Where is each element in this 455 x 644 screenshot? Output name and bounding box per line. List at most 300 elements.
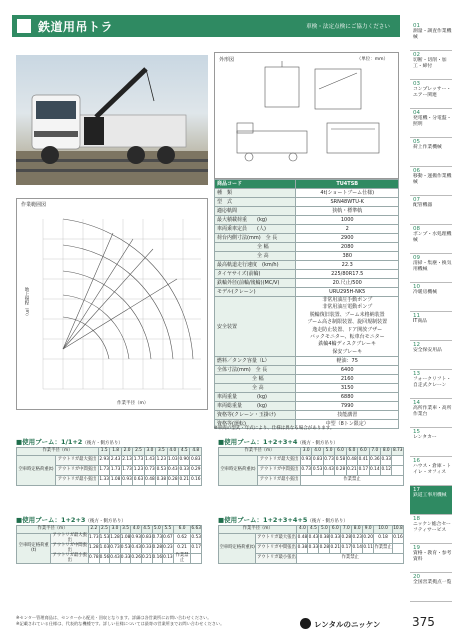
load-value: 1.73 [89,534,100,544]
load-value: 0.43 [308,534,319,544]
load-value: 0.62 [173,534,191,544]
outrigger-label: アウトリガ最小張出 [56,476,99,486]
load-value: 0.93 [121,476,132,486]
boom-note: （後方・側方吊り） [307,519,348,524]
load-value: 0.16 [152,554,163,564]
load-value: 0.18 [374,534,393,544]
load-value: 1.73 [121,466,132,476]
outrigger-label: アウトリガ最大張出 [52,533,87,543]
radius-value: 7.0 [369,448,380,456]
rows2-key: 資格等(運転) [215,420,296,429]
outrigger-label: アウトリガ中間張出 [56,466,99,476]
radius-value: 2.0 [121,448,132,456]
radius-value: 10.0 [374,526,393,534]
radius-value: 6.0 [358,448,369,456]
sidebar-item-number: 10 [413,284,420,290]
boom-block-2 [218,437,404,486]
sidebar-item-number: 05 [413,139,420,145]
radius-value: 3.0 [110,526,121,534]
rows-key: 荷台内側寸法(mm) 全 長 [215,234,296,243]
radius-value: 4.0 [297,526,308,534]
rows-key: 商品コード [215,180,296,189]
sidebar-item-number: 04 [413,110,420,116]
safety-line: 非常用油圧手動ポンプ [322,297,373,303]
radius-value: 6.0 [330,526,341,534]
radius-value: 2.5 [99,526,110,534]
load-value: 作業禁止 [173,554,191,564]
rows-value: URU295H-NK5 [296,288,399,297]
radius-value: 8.73 [392,448,404,456]
rows2-value: 6880 [296,393,399,402]
radius-value: 10.8 [392,526,403,534]
rows-value: TU4TSB [296,180,399,189]
rows2-key: 車両総重量 (kg) [215,402,296,411]
load-value: 0.73 [144,466,155,476]
radius-value: 3.5 [156,448,167,456]
load-value [392,466,404,476]
load-value: 0.21 [173,544,191,554]
page-number: 375 [412,615,435,629]
rows2-value: 2160 [296,375,399,384]
load-value: 0.48 [144,476,155,486]
radius-label: 作業半径（m） [219,448,301,456]
sidebar-item-label: 鉄道工事用機械 [413,493,447,498]
load-value [191,554,202,564]
sidebar-item-number: 17 [413,487,420,493]
radius-value: 3.5 [120,526,131,534]
load-value: 0.43 [110,554,121,564]
load-value: 1.08 [110,476,121,486]
load-value: 0.43 [323,466,334,476]
sidebar-item-label: 高所作業車・高所作業台 [413,406,452,417]
load-value [392,544,403,554]
load-value: 作業禁止 [374,544,393,554]
rows-value: 2900 [296,234,399,243]
boom-title: ■使用ブーム：1+2+3（後方・側方吊り） [16,516,126,524]
sidebar-item-label: 移動・運搬作業機械 [413,174,452,185]
sidebar-item-number: 07 [413,197,420,203]
load-value: 0.48 [297,534,308,544]
rated-load-label: 空車時定格荷重(t) [17,534,51,564]
rows-value: 2080 [296,243,399,252]
rows2-key: 全 高 [215,384,296,393]
outrigger-label: アウトリガ中間張出 [256,544,297,554]
boom-block-3 [16,515,202,564]
radius-value: 1.5 [98,448,109,456]
sidebar-item[interactable] [410,457,452,486]
radius-value: 2.5 [133,448,144,456]
range-label: 作業範囲図 [21,202,47,208]
load-value: 0.67 [163,534,174,544]
sidebar-item[interactable] [410,254,452,283]
rated-load-label: 空車時定格荷重(t) [219,456,258,486]
outrigger-label: アウトリガ中間張出 [52,543,87,553]
load-value: 0.53 [191,534,202,544]
sidebar-item-number: 11 [413,313,420,319]
rows-value: 狭軌・標準軌 [296,207,399,216]
outline-drawing [214,52,399,179]
load-value: 1.08 [120,534,131,544]
load-value: 0.78 [89,554,100,564]
radius-value: 5.0 [319,526,330,534]
radius-value: 4.0 [312,448,323,456]
sidebar-item-number: 14 [413,400,420,406]
sidebar-item[interactable] [410,196,452,225]
load-value: 0.53 [156,466,167,476]
load-value: 0.48 [346,456,357,466]
load-value: 0.28 [319,544,330,554]
sidebar-item-label: フォークリフト・自走式クレーン [413,377,452,388]
load-value: 0.16 [190,476,202,486]
radius-value: 5.0 [152,526,163,534]
sidebar-item[interactable] [410,22,452,51]
rows-key: 最高軌道走行速度 (km/h) [215,261,296,270]
load-value: 0.33 [120,554,131,564]
sidebar-item-number: 09 [413,255,420,261]
rated-load-label: 空車時定格荷重(t) [17,456,56,486]
load-value: 0.17 [341,544,352,554]
load-value: 0.38 [319,534,330,544]
load-value: 0.21 [179,476,190,486]
page-title: 鉄道用吊トラ [38,20,114,34]
sidebar-item[interactable] [410,51,452,80]
radius-value: 4.5 [179,448,190,456]
rated-load-label: 空車時定格荷重(t) [219,534,256,564]
spec-table [214,179,399,429]
radius-value: 5.0 [323,448,334,456]
safety-devices [296,297,399,357]
safety-line: 逸走防止装置、ドア開放ブザー [312,326,383,333]
radius-value: 6.0 [335,448,346,456]
sidebar-item-number: 12 [413,342,420,348]
load-value: 1.23 [156,456,167,466]
load-value: 0.29 [190,466,202,476]
rows-value: 380 [296,252,399,261]
load-value: 1.23 [133,466,144,476]
rows2-value: 技能講習 [296,411,399,420]
boom-load-table [16,525,202,564]
rows-key: 鉄輪外径(前輪/後輪)(MC/V) [215,279,296,288]
safety-line: ブーム高さ制限装置、旋回規制装置 [307,319,388,326]
load-value: 1.28 [89,544,100,554]
radius-value: 4.8 [190,448,202,456]
rows-key: モデル(クレーン) [215,288,296,297]
safety-line: バックモニター、転車台モニター [309,334,385,341]
rows-key: 全 高 [215,252,296,261]
boom-note: （後方・側方吊り） [297,441,338,446]
range-arcs-svg [17,199,209,411]
load-value: 0.90 [179,456,190,466]
safety-line: 保安ブレーキ [332,348,363,355]
spec-footnote: ※車両の型式・年式により、仕様は異なる場合があります。 [214,426,335,431]
rows-key: 全 幅 [215,243,296,252]
radius-value: 4.5 [141,526,152,534]
sidebar-item-number: 18 [413,516,420,522]
load-value [392,456,404,466]
sidebar-item[interactable] [410,312,452,341]
load-value: 0.38 [156,476,167,486]
rows-value: 2 [296,225,399,234]
radius-value: 4.0 [167,448,178,456]
load-value: 0.53 [312,466,323,476]
radius-value: 7.0 [341,526,352,534]
rail-crane-truck-image [16,55,208,185]
outrigger-label: アウトリガ最小張出 [258,476,301,486]
load-value: 0.33 [179,466,190,476]
load-value: 0.23 [352,534,363,544]
load-value: 0.28 [152,544,163,554]
header-note: 車検・法定点検にご協力ください [306,24,390,30]
load-value: 0.13 [163,554,174,564]
load-value: 0.28 [335,466,346,476]
sidebar-item-label: 安全保安用品 [413,348,442,353]
sidebar-item[interactable] [410,225,452,254]
drawing-unit: （単位：mm） [356,57,388,62]
radius-value: 4.5 [308,526,319,534]
sidebar-item-number: 06 [413,168,420,174]
boom-title: ■使用ブーム：1/1+2（後方・側方吊り） [16,438,123,446]
footer-note-1: ※センター管理商品は、センターから配送・回収となります。詳細は各営業所にお問い合わせください。 [16,615,212,620]
load-value: 0.73 [323,456,334,466]
rows2-value: 6400 [296,366,399,375]
sidebar-item-number: 08 [413,226,420,232]
sidebar-item-number: 13 [413,371,420,377]
load-value: 1.53 [99,534,110,544]
rows-key: 型 式 [215,198,296,207]
safety-line: 非常用油圧電動ポンプ [322,304,373,311]
load-value: 0.83 [190,456,202,466]
load-value: 1.33 [98,476,109,486]
load-value: 0.63 [133,476,144,486]
outrigger-label: アウトリガ最大張出 [258,456,301,466]
load-value: 0.11 [363,544,374,554]
load-value: 0.33 [141,544,152,554]
radius-value: 2.2 [89,526,100,534]
load-value: 0.43 [167,466,178,476]
load-value: 0.83 [312,456,323,466]
rows2-value: 7990 [296,402,399,411]
rows2-key: 車両重量 (kg) [215,393,296,402]
drawing-label: 外形図 [219,57,235,63]
load-value: 0.93 [131,534,142,544]
load-value: 1.73 [133,456,144,466]
sidebar-item-label: 配管機器 [413,203,433,208]
sidebar-item[interactable] [410,283,452,312]
outrigger-label: アウトリガ最大張出 [256,534,297,544]
sidebar-item-label: 切断・切削・加工・締付 [413,58,447,69]
radius-value: 6.63 [191,526,202,534]
sidebar-item[interactable] [410,138,452,167]
boom-load-table [16,447,202,486]
load-value: 0.20 [363,534,374,544]
radius-value: 3.0 [300,448,311,456]
rows2-key: 資格等(クレーン・玉掛け) [215,411,296,420]
rows2-value: 中型（8トン限定） [296,420,399,429]
rows-value: 1000 [296,216,399,225]
sidebar-item-number: 16 [413,458,420,464]
sidebar-item-label: IT商品 [413,319,427,324]
radius-label: 作業半径（m） [17,448,99,456]
outrigger-label: アウトリガ最大張出 [56,456,99,466]
rows2-key: 全 幅 [215,375,296,384]
load-value: 1.28 [110,534,121,544]
rows2-key: 燃料／タンク容量（L） [215,357,296,366]
truck-outline-svg [215,53,400,180]
safety-label: 安全装置 [215,297,296,357]
rows-value: 225/80R17.5 [296,270,399,279]
rows-key: 種 類 [215,189,296,198]
load-value: 0.33 [381,456,392,466]
range-y-label: 地上揚程（m） [24,287,29,319]
load-value: 0.28 [167,476,178,486]
load-value: 0.73 [110,544,121,554]
load-value: 0.14 [369,466,380,476]
boom-block-4 [218,515,404,564]
boom-load-table [218,447,404,486]
radius-value: 6.0 [173,526,191,534]
load-value: 0.21 [330,544,341,554]
sidebar-item-label: コンプレッサー・エアー関連 [413,87,452,98]
load-value: 0.17 [191,544,202,554]
sidebar-item-number: 02 [413,52,420,58]
sidebar-item-label: ニッケン総合セーフティサービス [413,522,451,533]
rows-key: タイヤサイズ(前輪) [215,270,296,279]
sidebar-item-label: ハウス・倉庫・トイレ・オフィス [413,464,452,475]
sidebar-item[interactable] [410,80,452,109]
load-value: 0.33 [308,544,319,554]
rows-key: 適応軌間 [215,207,296,216]
rows-key: 最大積載荷重 (kg) [215,216,296,225]
boom-note: （後方・側方吊り） [82,441,123,446]
sidebar-item-number: 15 [413,429,420,435]
radius-value: 3.0 [144,448,155,456]
boom-title: ■使用ブーム：1+2+3+4（後方・側方吊り） [218,438,338,446]
rows-value: SRN48WTU-K [296,198,399,207]
sidebar-item-label: 測量・調査作業機械 [413,29,452,40]
sidebar-item-label: 冷暖房機械 [413,290,437,295]
load-value: 0.26 [131,554,142,564]
radius-value: 6.0 [346,448,357,456]
rows2-key: 全体寸法(mm) 全 長 [215,366,296,375]
rows2-value: 3150 [296,384,399,393]
sidebar-item[interactable] [410,370,452,399]
load-value: 0.56 [99,554,110,564]
load-value: 0.14 [352,544,363,554]
load-value: 0.12 [381,466,392,476]
logo-mark-icon [300,618,311,629]
rows-value: 22.3 [296,261,399,270]
rows-value: 20.尺止/500 [296,279,399,288]
radius-value: 1.8 [110,448,121,456]
sidebar-item[interactable] [410,341,452,370]
load-value: 0.16 [392,534,403,544]
outrigger-label: アウトリガ中間張出 [258,466,301,476]
load-value: 1.03 [167,456,178,466]
sidebar-item-number: 01 [413,23,420,29]
header-square [17,19,31,33]
safety-line: 鉄輪4輪ディスクブレーキ [318,341,377,348]
sidebar-item-label: 全国営業拠点一覧 [413,580,452,585]
load-value: 0.73 [300,466,311,476]
load-value: 0.23 [163,544,174,554]
sidebar-item-label: 資格・教育・参考資料 [413,551,452,562]
load-value: 0.93 [300,456,311,466]
product-photo [16,55,208,185]
sidebar-item-label: 清掃・集塵・換気用機械 [413,261,452,272]
sidebar-item[interactable] [410,428,452,457]
sidebar-item-number: 03 [413,81,420,87]
sidebar-item-label: ポンプ・水処理機械 [413,232,452,243]
safety-line: 脱輪復旧装置、ブーム未格納装置 [309,311,385,318]
load-value: 作業禁止 [297,554,404,564]
sidebar-item[interactable] [410,573,452,602]
sidebar-item[interactable] [410,399,452,428]
sidebar-item-label: レンタカー [413,435,437,440]
nikken-logo [300,617,386,631]
boom-title: ■使用ブーム：1+2+3+4+5（後方・側方吊り） [218,516,348,524]
sidebar-item-label: 発電機・分電盤・照明 [413,116,452,127]
rows2-value: 軽油：75 [296,357,399,366]
range-x-label: 作業半径（m） [117,401,149,406]
radius-label: 作業半径（m） [219,526,297,534]
load-value: 0.36 [369,456,380,466]
load-value: 0.53 [120,544,131,554]
load-value: 1.73 [98,466,109,476]
load-value: 0.38 [297,544,308,554]
footer-notes [16,615,224,627]
category-sidebar [410,22,452,602]
load-value: 0.43 [131,544,142,554]
load-value: 0.83 [141,534,152,544]
load-value: 2.43 [110,456,121,466]
working-range-diagram [16,198,208,410]
sidebar-item[interactable] [410,486,452,515]
sidebar-item-label: 荷上作業機械 [413,145,442,150]
sidebar-item[interactable] [410,515,452,544]
outrigger-label: アウトリガ最小張出 [52,553,87,563]
footer-note-2: ※記載されている仕様は、代表的な機種です。詳しい仕様については最寄の営業所までお問い合わせください。 [16,621,225,626]
radius-value: 8.0 [381,448,392,456]
load-value: 作業禁止 [300,476,403,486]
sidebar-item[interactable] [410,544,452,573]
radius-value: 8.0 [352,526,363,534]
load-value: 0.17 [358,466,369,476]
rows-value: 4t(ショートブーム仕様) [296,189,399,198]
boom-block-1 [16,437,202,486]
load-value: 0.28 [341,534,352,544]
sidebar-item[interactable] [410,167,452,196]
load-value: 1.03 [99,544,110,554]
outrigger-label: アウトリガ最小張出 [256,554,297,564]
load-value: 2.93 [98,456,109,466]
radius-value: 4.0 [131,526,142,534]
load-value: 0.73 [152,534,163,544]
rows-key: 車両乗車定員 (人) [215,225,296,234]
load-value: 1.43 [144,456,155,466]
radius-label: 作業半径（m） [17,526,89,534]
boom-note: （後方・側方吊り） [85,519,126,524]
load-value: 0.33 [330,534,341,544]
sidebar-item[interactable] [410,109,452,138]
load-value: 1.73 [110,466,121,476]
load-value: 0.21 [346,466,357,476]
load-value: 0.58 [335,456,346,466]
sidebar-item-number: 20 [413,574,420,580]
radius-value: 5.5 [163,526,174,534]
logo-text: レンタルのニッケン [314,620,381,629]
radius-value: 9.0 [363,526,374,534]
load-value: 0.21 [141,554,152,564]
